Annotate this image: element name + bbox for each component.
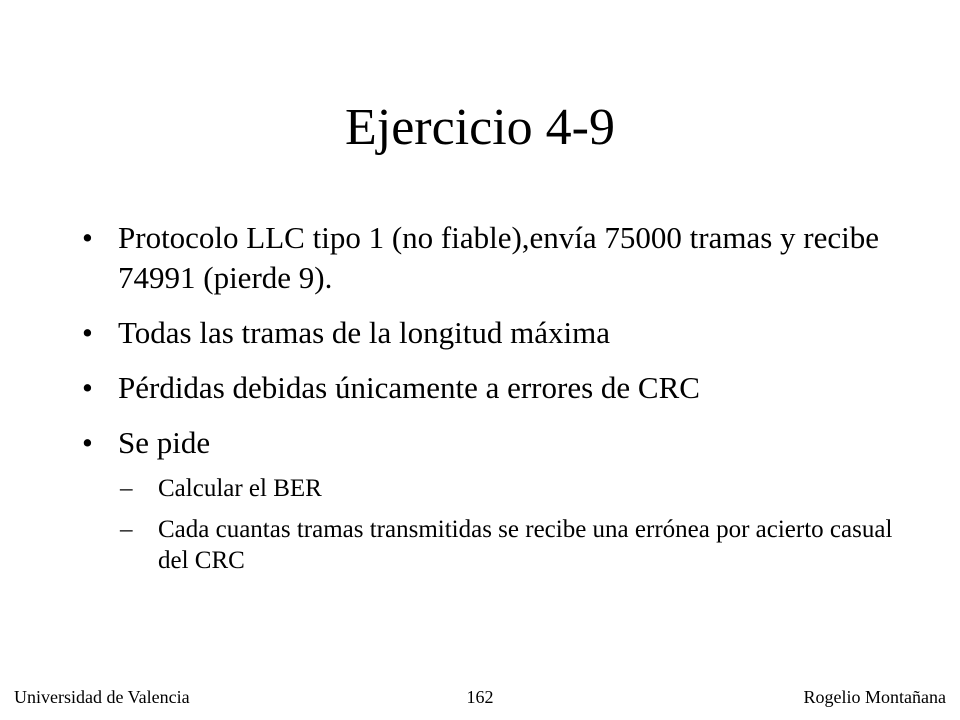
bullet-marker: • [82, 220, 93, 255]
subbullet-item [118, 514, 900, 576]
subbullet-marker: – [120, 475, 133, 502]
bullet-item [80, 368, 900, 408]
subbullet-text: Calcular el BER [158, 475, 322, 502]
bullet-marker: • [82, 425, 93, 460]
footer-page-number: 162 [466, 687, 494, 707]
subbullet-text: Cada cuantas tramas transmitidas se recibe una errónea por acierto casual del CRC [158, 516, 893, 574]
bullet-text: Todas las tramas de la longitud máxima [118, 315, 610, 350]
bullet-text: Pérdidas debidas únicamente a errores de CRC [118, 370, 700, 405]
footer-author: Rogelio Montañana [803, 687, 946, 707]
bullet-marker: • [82, 315, 93, 350]
bullet-item [80, 313, 900, 353]
subbullet-item [118, 473, 900, 504]
bullet-text: Se pide [118, 425, 211, 460]
bullet-list [80, 218, 900, 591]
footer-institution: Universidad de Valencia [14, 687, 190, 707]
bullet-text: Protocolo LLC tipo 1 (no fiable),envía 75000 tramas y recibe 74991 (pierde 9). [118, 220, 880, 295]
bullet-marker: • [82, 370, 93, 405]
subbullet-list [118, 473, 900, 576]
bullet-item [80, 218, 900, 298]
bullet-item [80, 423, 900, 576]
slide-title: Ejercicio 4-9 [345, 99, 615, 156]
subbullet-marker: – [120, 516, 133, 543]
